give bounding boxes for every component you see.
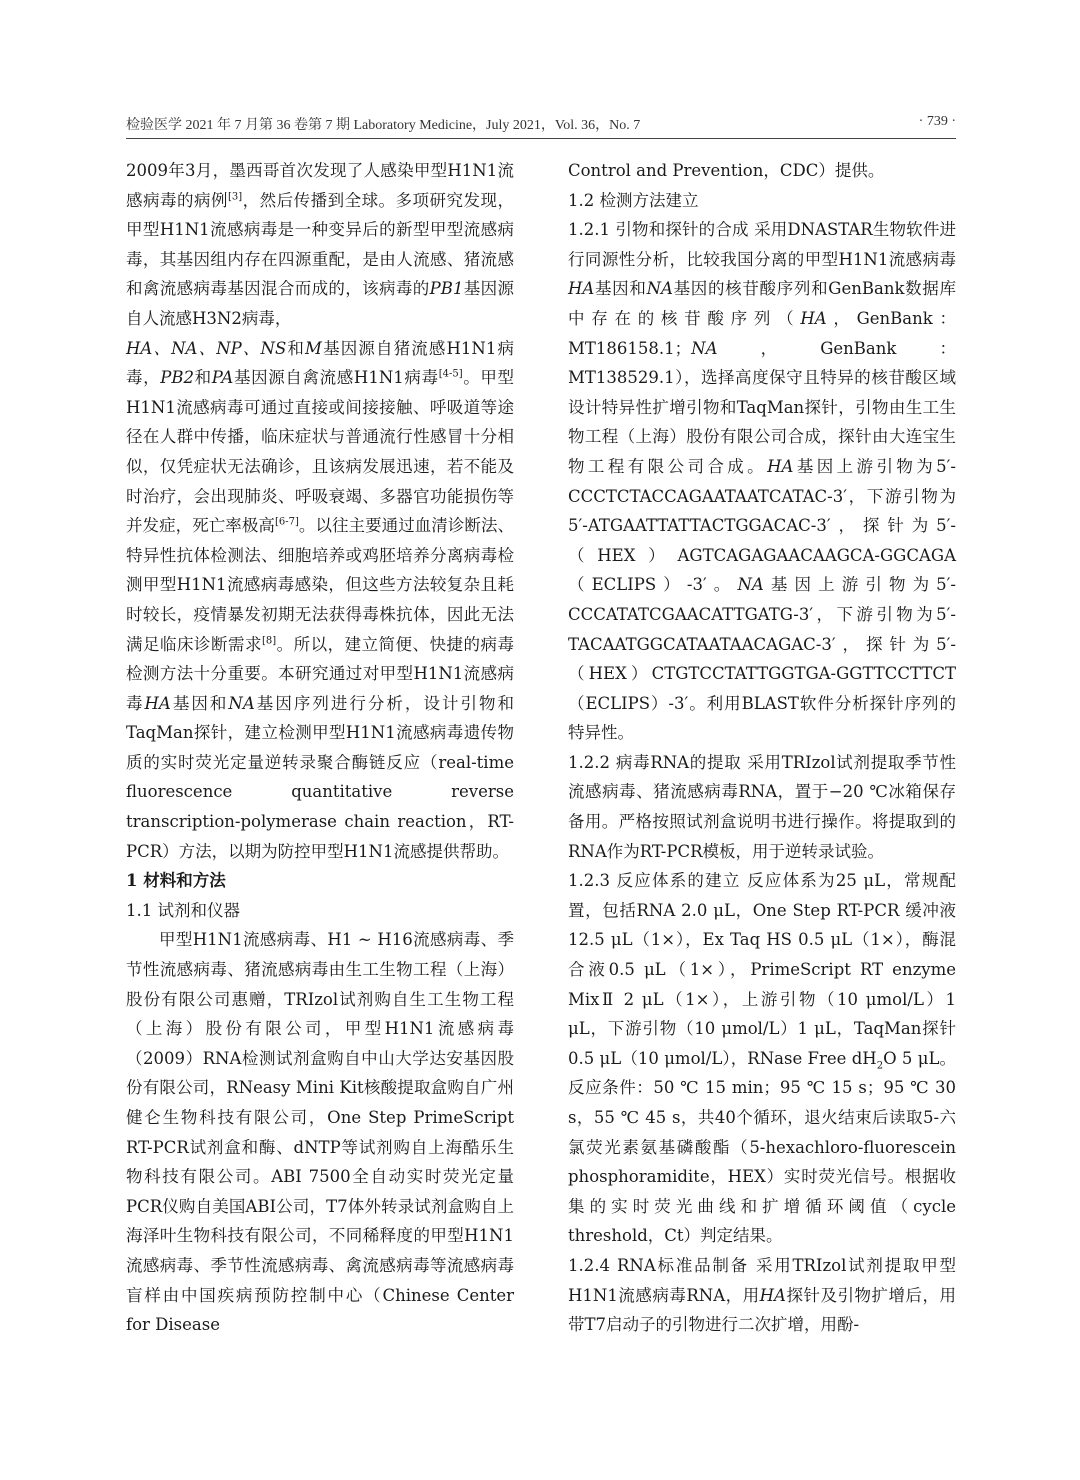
running-header (126, 112, 956, 139)
section-heading-1: 1 材料和方法 (126, 871, 226, 891)
subsection-heading: 1.2.2 病毒RNA的提取 (568, 752, 748, 772)
right-column (568, 156, 956, 1340)
section-heading-1-2: 1.2 检测方法建立 (568, 190, 699, 210)
subsection-heading: 1.2.1 引物和探针的合成 (568, 220, 755, 240)
left-column (126, 156, 514, 1340)
subsection-heading: 1.2.3 反应体系的建立 (568, 871, 748, 891)
journal-citation: 检验医学 2021 年 7 月第 36 卷第 7 期 Laboratory Medicine，July 2021，Vol. 36，No. 7 (126, 118, 641, 133)
rna-extraction-paragraph: 1.2.2 病毒RNA的提取 采用TRIzol试剂提取季节性流感病毒、猪流感病毒RNA，置于−20 ℃冰箱保存备用。严格按照试剂盒说明书进行操作。将提取到的RNA作为RT-PCR模板，用于逆转录试验。 (568, 752, 957, 861)
citation-ref: [3] (227, 191, 243, 203)
reagents-paragraph: 甲型H1N1流感病毒、H1 ~ H16流感病毒、季节性流感病毒、猪流感病毒由生工生物工程（上海）股份有限公司惠赠，TRIzol试剂购自生工生物工程（上海）股份有限公司，甲型H1N1流感病毒（2009）RNA检测试剂盒购自中山大学达安基因股份有限公司，RNeasy Mini Kit核酸提取盒购自广州健仑生物科技有限公司，One Step PrimeScript RT-PCR试剂盒和酶、dNTP等试剂购自上海酷乐生物科技有限公司。ABI 7500全自动实时荧光定量PCR仪购自美国ABI公司，T7体外转录试剂盒购自上海泽叶生物科技有限公司，不同稀释度的甲型H1N1流感病毒、季节性流感病毒、禽流感病毒等流感病毒盲样由中国疾病预防控制中心（Chinese Center for Disease (126, 930, 514, 1335)
page-number: · 739 · (918, 114, 956, 129)
citation-ref: [4-5] (438, 368, 463, 380)
reaction-system-paragraph: 1.2.3 反应体系的建立 反应体系为25 μL，常规配置，包括RNA 2.0 μL，One Step RT-PCR 缓冲液12.5 μL（1×），Ex Taq HS 0.5 μL（1×），酶混合液0.5 μL（1×），PrimeScript RT enzyme MixⅡ 2 μL（1×），上游引物（10 μmol/L）1 μL，下游引物（10 μmol/L）1 μL，TaqMan探针0.5 μL（10 μmol/L），RNase Free $dH_2O$ 5 μL。反应条件：50 ℃ 15 min；95 ℃ 15 s；95 ℃ 30 s，55 ℃ 45 s，共40个循环，退火结束后读取5-六氯荧光素氨基磷酸酯（5-hexachloro-fluorescein phosphoramidite，HEX）实时荧光信号。根据收集的实时荧光曲线和扩增循环阈值（cycle threshold，Ct）判定结果。 (568, 871, 956, 1246)
primer-probe-paragraph: 1.2.1 引物和探针的合成 采用DNASTAR生物软件进行同源性分析，比较我国分离的甲型H1N1流感病毒HA基因和NA基因的核苷酸序列和GenBank数据库中存在的核苷酸序列（HA，GenBank：MT186158.1；NA，GenBank：MT138529.1），选择高度保守且特异的核苷酸区域设计特异性扩增引物和TaqMan探针，引物由生工生物工程（上海）股份有限公司合成，探针由大连宝生物工程有限公司合成。HA基因上游引物为5′-CCCTCTACCAGAATAATCATAC-3′，下游引物为5′-ATGAATTATTACTGGACAC-3′，探针为5′-（HEX）AGTCAGAGAACAAGCA-GGCAGA（ECLIPS）-3′。NA基因上游引物为5′-CCCATATCGAACATTGATG-3′，下游引物为5′-TACAATGGCATAATAACAGAC-3′，探针为5′-（HEX）CTGTCCTATTGGTGA-GGTTCCTTCT（ECLIPS）-3′。利用BLAST软件分析探针序列的特异性。 (568, 220, 957, 743)
continued-paragraph: Control and Prevention，CDC）提供。 (568, 161, 885, 180)
rna-standard-paragraph: 1.2.4 RNA标准品制备 采用TRIzol试剂提取甲型H1N1流感病毒RNA，用HA探针及引物扩增后，用带T7启动子的引物进行二次扩增，用酚- (568, 1255, 956, 1335)
subsection-heading: 1.2.4 RNA标准品制备 (568, 1255, 756, 1275)
section-heading-1-1: 1.1 试剂和仪器 (126, 900, 240, 920)
intro-paragraph: 2009年3月，墨西哥首次发现了人感染甲型H1N1流感病毒的病例[3]，然后传播到全球。多项研究发现，甲型H1N1流感病毒是一种变异后的新型甲型流感病毒，其基因组内存在四源重配，是由人流感、猪流感和禽流感病毒基因混合而成的，该病毒的PB1基因源自人流感H3N2病毒， HA、NA、NP、NS和M基因源自猪流感H1N1病毒，PB2和PA基因源自禽流感H1N1病毒[4-5]。甲型H1N1流感病毒可通过直接或间接接触、呼吸道等途径在人群中传播，临床症状与普通流行性感冒十分相似，仅凭症状无法确诊，且该病发展迅速，若不能及时治疗，会出现肺炎、呼吸衰竭、多器官功能损伤等并发症，死亡率极高[6-7]。以往主要通过血清诊断法、特异性抗体检测法、细胞培养或鸡胚培养分离病毒检测甲型H1N1流感病毒感染，但这些方法较复杂且耗时较长，疫情暴发初期无法获得毒株抗体，因此无法满足临床诊断需求[8]。所以，建立简便、快捷的病毒检测方法十分重要。本研究通过对甲型H1N1流感病毒HA基因和NA基因序列进行分析，设计引物和TaqMan探针，建立检测甲型H1N1流感病毒遗传物质的实时荧光定量逆转录聚合酶链反应（real-time fluorescence quantitative reverse transcription-polymerase chain reaction，RT-PCR）方法，以期为防控甲型H1N1流感提供帮助。 (126, 161, 515, 861)
citation-ref: [8] (261, 635, 277, 646)
citation-ref: [6-7] (274, 516, 299, 528)
